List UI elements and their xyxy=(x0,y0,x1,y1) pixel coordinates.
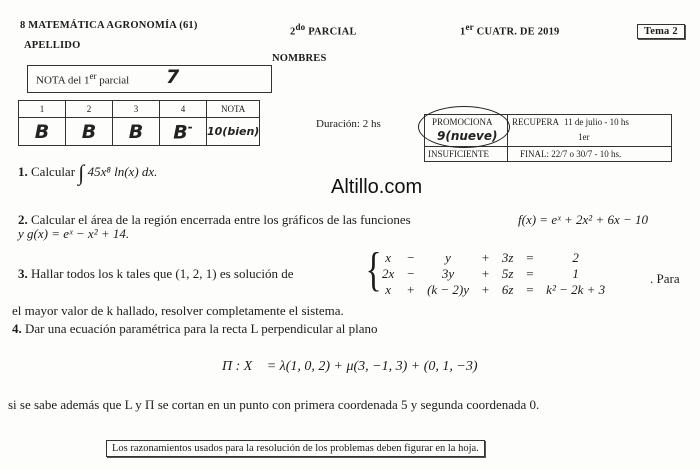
course-title: 8 MATEMÁTICA AGRONOMÍA (61) xyxy=(20,20,198,31)
status-recupera-detail: 11 de julio - 10 hs xyxy=(564,117,629,127)
system-row-3 xyxy=(376,282,611,298)
sys-cell: + xyxy=(481,266,490,281)
sys-cell: 3y xyxy=(441,266,455,281)
problem-2-number: 2. xyxy=(18,212,28,227)
problem-2-line2: y g(x) = eˣ − x² + 14. xyxy=(18,226,130,241)
term-label xyxy=(460,22,560,38)
altillo-watermark: Altillo.com xyxy=(331,176,423,198)
sys-cell: x xyxy=(385,250,392,265)
grades-table xyxy=(18,100,260,146)
status-promocion-note: 9(nueve) xyxy=(437,129,498,143)
nota-parcial-sup: er xyxy=(89,71,97,81)
problem-2-text: Calcular el área de la región encerrada entre los gráficos de las funciones xyxy=(31,212,411,227)
problem-3-line2: el mayor valor de k hallado, resolver completamente el sistema. xyxy=(12,303,344,318)
grade-header-nota: NOTA xyxy=(207,101,260,118)
system-row-2 xyxy=(376,266,611,282)
sys-cell: 1 xyxy=(572,266,579,281)
sys-cell: + xyxy=(406,282,416,297)
sys-cell: 5z xyxy=(501,266,514,281)
system-brace-icon: { xyxy=(365,243,382,296)
nota-parcial-label xyxy=(36,71,129,87)
grade-header-4: 4 xyxy=(160,101,207,118)
problem-2-f: f(x) = eˣ + 2x² + 6x − 10 xyxy=(518,212,649,227)
grade-header-1: 1 xyxy=(19,101,66,118)
nota-parcial-label-a: NOTA del 1 xyxy=(36,74,90,87)
exam-number: 2 xyxy=(290,26,296,38)
sys-cell: 2x xyxy=(382,266,395,281)
grade-header-3: 3 xyxy=(113,101,160,118)
footer-note: Los razonamientos usados para la resolución de los problemas deben figurar en la hoja. xyxy=(106,440,485,457)
nota-parcial-label-b: parcial xyxy=(99,74,130,87)
status-recupera-sub: 1er xyxy=(578,132,590,142)
nota-parcial-value: 7 xyxy=(166,66,180,88)
plane-equation: Π : X⃗ = λ(1, 0, 2) + μ(3, −1, 3) + (0, 1, −3) xyxy=(222,359,478,374)
term-number: 1 xyxy=(460,26,466,38)
problem-4-text: Dar una ecuación paramétrica para la recta L perpendicular al plano xyxy=(25,321,378,336)
status-insuficiente: INSUFICIENTE xyxy=(428,149,489,159)
duration-label: Duración: 2 hs xyxy=(316,118,381,130)
exam-label xyxy=(290,22,357,38)
sys-cell: − xyxy=(406,250,416,265)
sys-cell: x xyxy=(385,282,392,297)
exam-sup: do xyxy=(295,22,306,32)
grade-value-2: B xyxy=(66,118,113,146)
grade-value-1: B xyxy=(19,118,66,146)
sys-cell: = xyxy=(525,282,535,297)
problem-3 xyxy=(18,266,293,282)
problem-4 xyxy=(12,321,377,337)
status-promocion-label: PROMOCIONA xyxy=(432,117,493,127)
grade-value-4-letter: B xyxy=(173,121,188,144)
sys-cell: = xyxy=(525,250,535,265)
grade-value-4-suffix: - xyxy=(187,119,193,134)
sys-cell: = xyxy=(525,266,535,281)
problem-1-number: 1. xyxy=(18,164,28,179)
term-rest: CUATR. DE 2019 xyxy=(476,26,560,38)
sys-cell: − xyxy=(406,266,416,281)
system-row-1 xyxy=(376,250,611,266)
problem-4-line2: si se sabe además que L y Π se cortan en un punto con primera coordenada 5 y segunda coordenada 0. xyxy=(8,397,540,412)
status-recupera-label: RECUPERA xyxy=(512,117,560,127)
exam-word: PARCIAL xyxy=(308,26,357,38)
tema-badge: Tema 2 xyxy=(637,24,685,39)
problem-3-text: Hallar todos los k tales que (1, 2, 1) es solución de xyxy=(31,266,294,281)
term-sup: er xyxy=(465,22,474,32)
nombres-label: NOMBRES xyxy=(272,53,327,64)
sys-cell: 3z xyxy=(501,250,514,265)
sys-cell: y xyxy=(445,250,451,265)
sys-cell: 6z xyxy=(501,282,514,297)
sys-cell: (k − 2)y xyxy=(427,282,470,297)
problem-1-text: Calcular xyxy=(31,164,76,179)
problem-3-number: 3. xyxy=(18,266,28,281)
linear-system xyxy=(376,250,611,298)
sys-cell: k² − 2k + 3 xyxy=(546,282,606,297)
status-final: FINAL: 22/7 o 30/7 - 10 hs. xyxy=(520,149,622,159)
integral-sign-icon: ∫ xyxy=(78,160,85,185)
grade-value-3: B xyxy=(113,118,160,146)
problem-3-after: . Para xyxy=(650,271,680,286)
apellido-label: APELLIDO xyxy=(24,40,81,51)
sys-cell: + xyxy=(481,282,490,297)
sys-cell: 2 xyxy=(572,250,579,265)
problem-4-number: 4. xyxy=(12,321,22,336)
grade-value-4 xyxy=(160,118,207,146)
problem-1-expression: 45x⁸ ln(x) dx. xyxy=(87,164,158,179)
grade-header-2: 2 xyxy=(66,101,113,118)
problem-1 xyxy=(18,160,157,186)
sys-cell: + xyxy=(481,250,490,265)
grade-value-nota: 10(bien) xyxy=(207,118,260,146)
